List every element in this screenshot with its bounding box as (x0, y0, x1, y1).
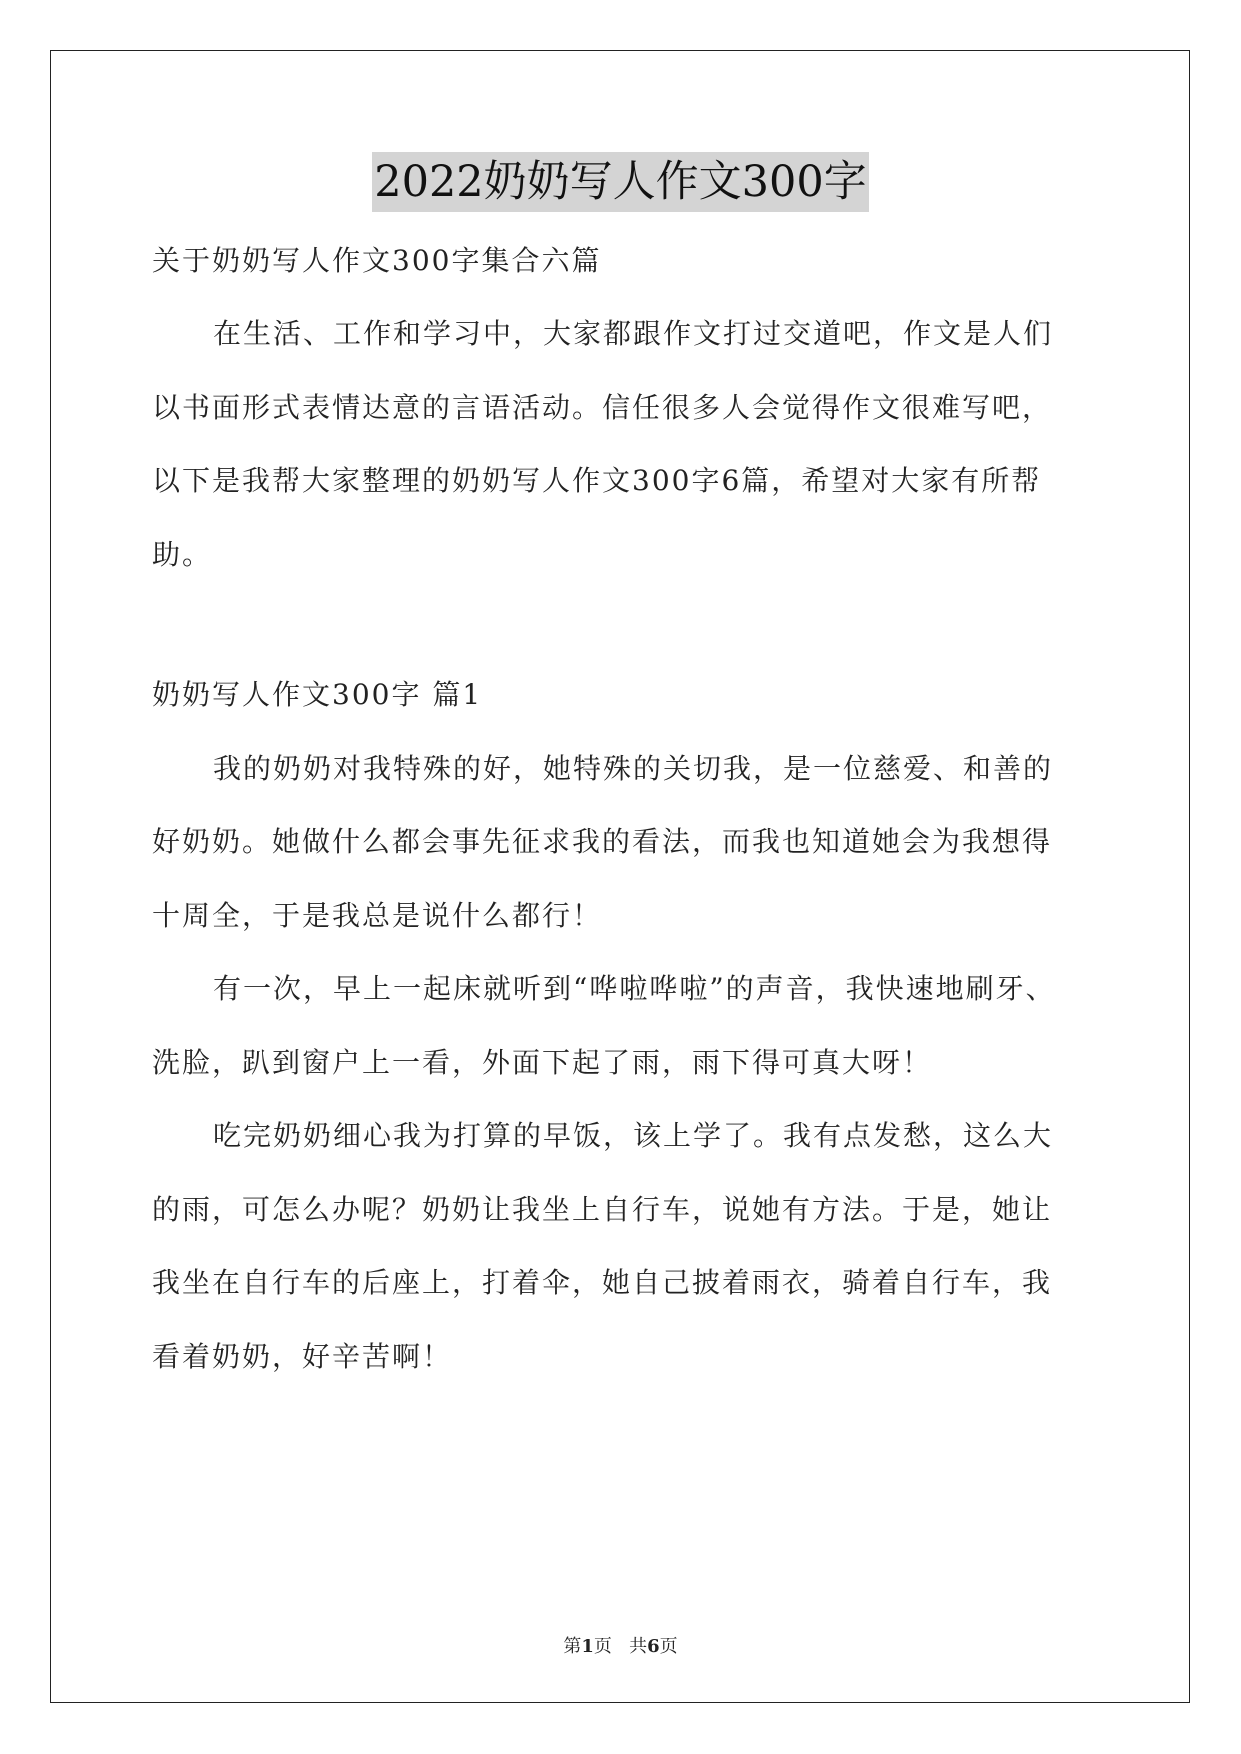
footer-prefix: 第 (563, 1636, 582, 1657)
para2-line-1: 有一次，早上一起床就听到“哗啦哗啦”的声音，我快速地刷牙、 (213, 972, 1056, 1005)
footer-suffix: 页 (659, 1636, 678, 1657)
page-border (50, 50, 1190, 1703)
document-title: 2022奶奶写人作文300字 (372, 152, 869, 212)
intro-line-4: 助。 (152, 538, 213, 571)
title-container (0, 152, 1241, 212)
para1-line-1: 我的奶奶对我特殊的好，她特殊的关切我，是一位慈爱、和善的 (213, 752, 1054, 785)
intro-line-2: 以书面形式表情达意的言语活动。信任很多人会觉得作文很难写吧， (152, 391, 1053, 424)
footer-mid: 页 共 (593, 1636, 648, 1657)
intro-line-1: 在生活、工作和学习中，大家都跟作文打过交道吧，作文是人们 (213, 317, 1054, 350)
para3-line-1: 吃完奶奶细心我为打算的早饭，该上学了。我有点发愁，这么大 (213, 1119, 1054, 1152)
subtitle-line: 关于奶奶写人作文300字集合六篇 (152, 244, 602, 277)
para3-line-4: 看着奶奶，好辛苦啊！ (152, 1340, 453, 1373)
section-heading: 奶奶写人作文300字 篇1 (152, 678, 483, 711)
para3-line-2: 的雨，可怎么办呢？奶奶让我坐上自行车，说她有方法。于是，她让 (152, 1193, 1053, 1226)
para3-line-3: 我坐在自行车的后座上，打着伞，她自己披着雨衣，骑着自行车，我 (152, 1266, 1053, 1299)
footer-page-number: 1 (581, 1636, 594, 1657)
intro-line-3: 以下是我帮大家整理的奶奶写人作文300字6篇，希望对大家有所帮 (152, 464, 1042, 497)
page-footer (0, 1632, 1241, 1658)
para1-line-2: 好奶奶。她做什么都会事先征求我的看法，而我也知道她会为我想得 (152, 825, 1053, 858)
para1-line-3: 十周全，于是我总是说什么都行！ (152, 899, 603, 932)
footer-total-pages: 6 (647, 1636, 660, 1657)
para2-line-2: 洗脸，趴到窗户上一看，外面下起了雨，雨下得可真大呀！ (152, 1046, 933, 1079)
